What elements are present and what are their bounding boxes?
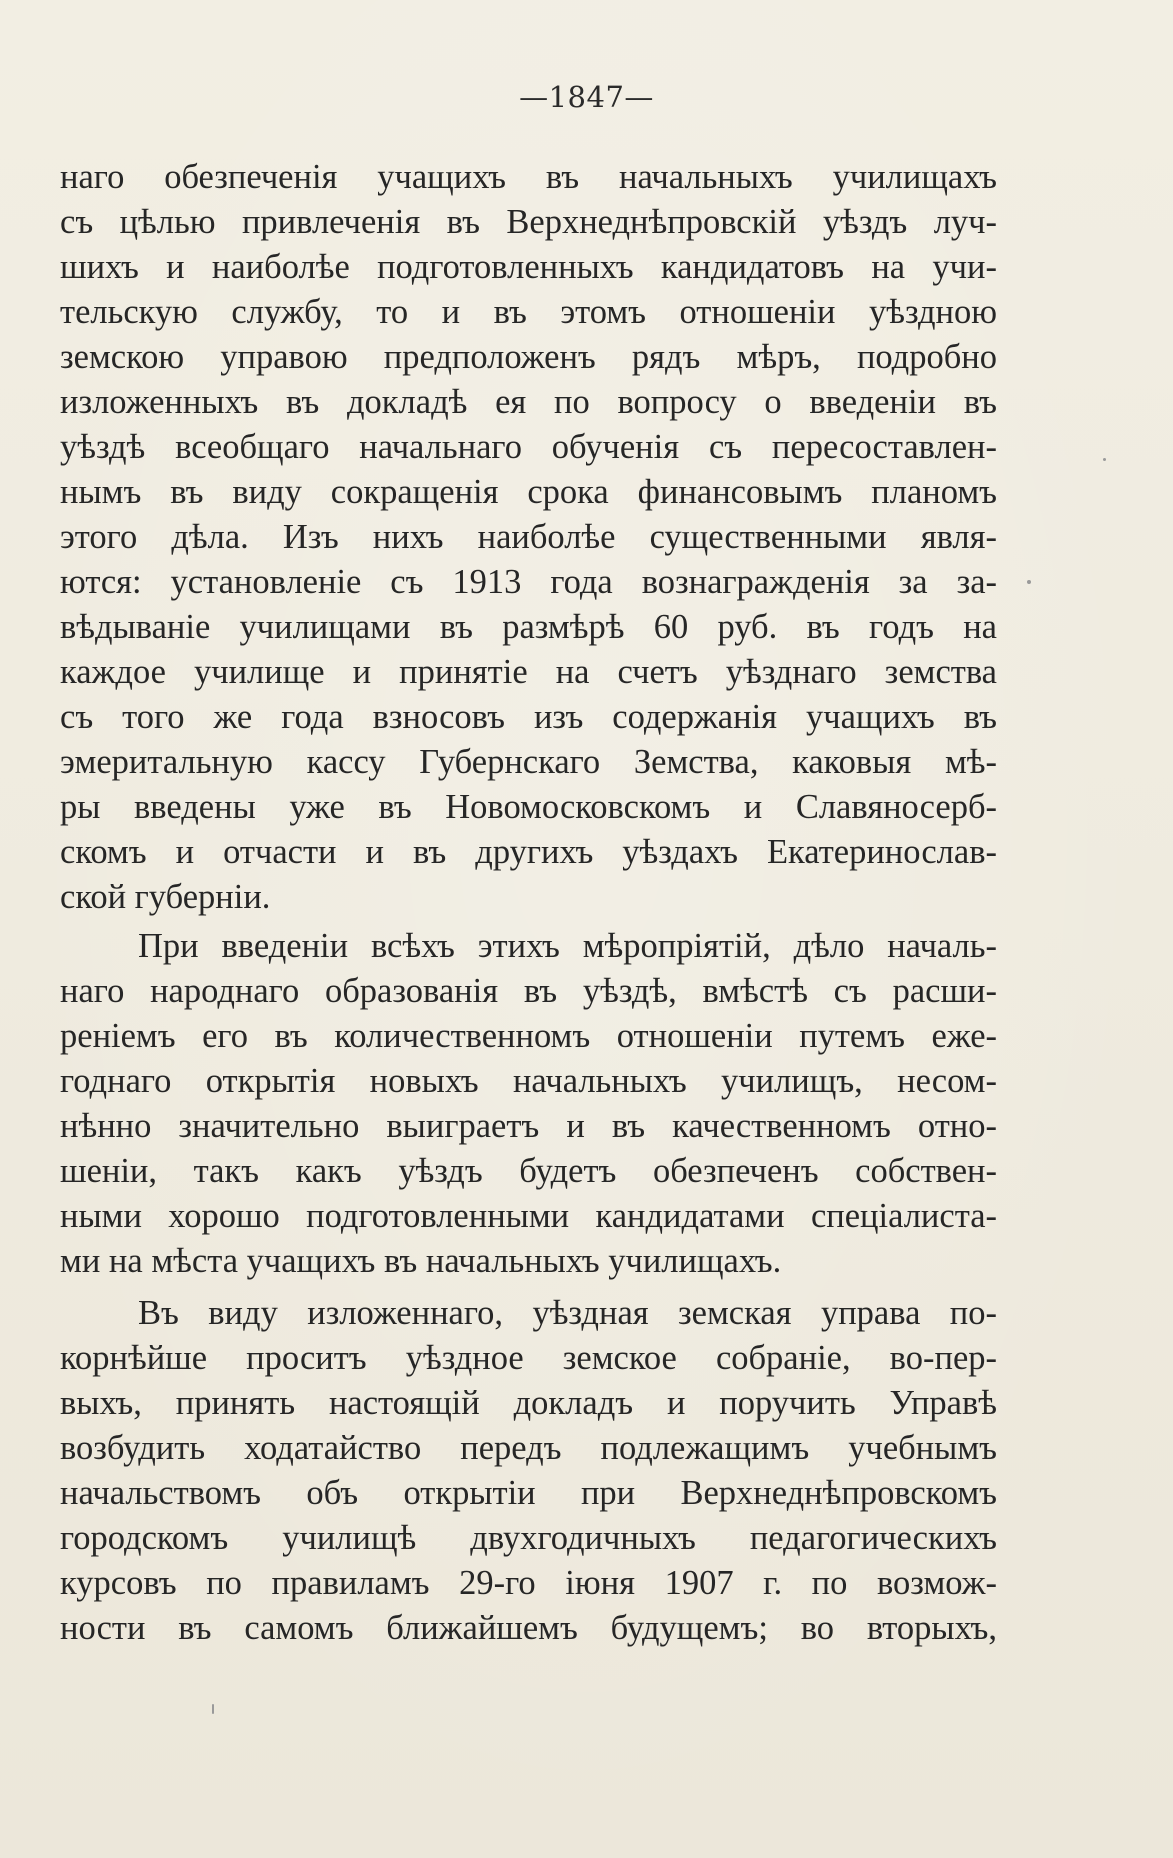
text-line: городскомъ училищѣ двухгодичныхъ педагогическихъ bbox=[60, 1519, 997, 1557]
text-line: корнѣйше проситъ уѣздное земское собраніе, во-пер- bbox=[60, 1339, 997, 1377]
text-line: нѣнно значительно выиграетъ и въ качественномъ отно- bbox=[60, 1107, 997, 1145]
text-line: ются: установленіе съ 1913 года вознагражденія за за- bbox=[60, 563, 997, 601]
text-line: земскою управою предположенъ рядъ мѣръ, подробно bbox=[60, 338, 997, 376]
text-line: шихъ и наиболѣе подготовленныхъ кандидатовъ на учи- bbox=[60, 248, 997, 286]
text-line: ности въ самомъ ближайшемъ будущемъ; во вторыхъ, bbox=[60, 1609, 997, 1647]
text-line: вѣдываніе училищами въ размѣрѣ 60 руб. въ годъ на bbox=[60, 608, 997, 646]
text-line: ры введены уже въ Новомосковскомъ и Славяносерб- bbox=[60, 788, 997, 826]
text-line: реніемъ его въ количественномъ отношеніи путемъ еже- bbox=[60, 1017, 997, 1055]
text-line: годнаго открытія новыхъ начальныхъ училищъ, несом- bbox=[60, 1062, 997, 1100]
text-line: возбудить ходатайство передъ подлежащимъ учебнымъ bbox=[60, 1429, 997, 1467]
text-line: начальствомъ объ открытіи при Верхнеднѣпровскомъ bbox=[60, 1474, 997, 1512]
text-line: наго народнаго образованія въ уѣздѣ, вмѣстѣ съ расши- bbox=[60, 972, 997, 1010]
paragraph-1 bbox=[60, 155, 997, 920]
paragraph-2 bbox=[60, 924, 997, 1284]
margin-speck bbox=[1103, 458, 1106, 461]
text-line: каждое училище и принятіе на счетъ уѣзднаго земства bbox=[60, 653, 997, 691]
text-line: этого дѣла. Изъ нихъ наиболѣе существенными явля- bbox=[60, 518, 997, 556]
text-line: тельскую службу, то и въ этомъ отношеніи уѣздною bbox=[60, 293, 997, 331]
text-line: При введеніи всѣхъ этихъ мѣропріятій, дѣло началь- bbox=[138, 927, 997, 965]
text-line: выхъ, принять настоящій докладъ и поручить Управѣ bbox=[60, 1384, 997, 1422]
margin-speck bbox=[212, 1704, 214, 1714]
text-line: эмеритальную кассу Губернскаго Земства, каковыя мѣ- bbox=[60, 743, 997, 781]
page-number: —1847— bbox=[519, 80, 654, 114]
text-line: курсовъ по правиламъ 29-го іюня 1907 г. по возмож- bbox=[60, 1564, 997, 1602]
text-line: шеніи, такъ какъ уѣздъ будетъ обезпеченъ собствен- bbox=[60, 1152, 997, 1190]
margin-speck bbox=[1027, 580, 1031, 584]
text-line: Въ виду изложеннаго, уѣздная земская управа по- bbox=[138, 1294, 997, 1332]
text-line: ми на мѣста учащихъ въ начальныхъ училищахъ. bbox=[60, 1242, 782, 1280]
text-line: ными хорошо подготовленными кандидатами спеціалиста- bbox=[60, 1197, 997, 1235]
text-line: нымъ въ виду сокращенія срока финансовымъ планомъ bbox=[60, 473, 997, 511]
paragraph-3 bbox=[60, 1291, 997, 1651]
text-line: съ того же года взносовъ изъ содержанія учащихъ въ bbox=[60, 698, 997, 736]
text-line: скомъ и отчасти и въ другихъ уѣздахъ Екатеринослав- bbox=[60, 833, 997, 871]
text-line: съ цѣлью привлеченія въ Верхнеднѣпровскій уѣздъ луч- bbox=[60, 203, 997, 241]
text-line: наго обезпеченія учащихъ въ начальныхъ училищахъ bbox=[60, 158, 997, 196]
text-line: ской губерніи. bbox=[60, 878, 271, 916]
text-line: уѣздѣ всеобщаго начальнаго обученія съ пересоставлен- bbox=[60, 428, 997, 466]
text-line: изложенныхъ въ докладѣ ея по вопросу о введеніи въ bbox=[60, 383, 997, 421]
